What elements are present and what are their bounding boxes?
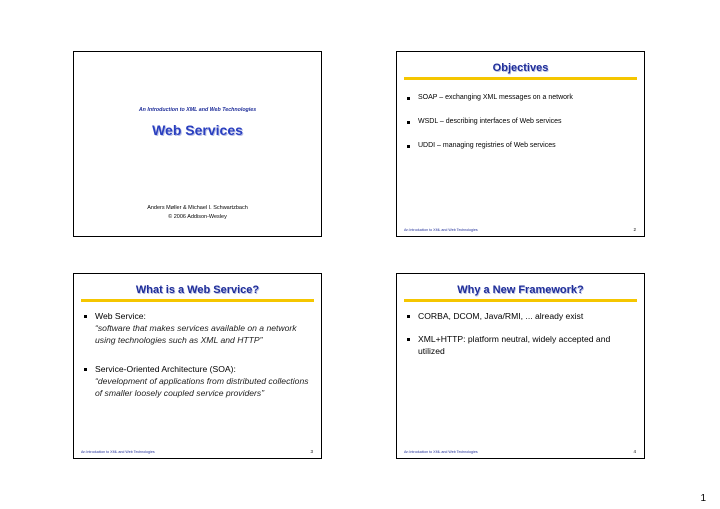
bullet-square-icon <box>84 368 87 371</box>
bullet-item: UDDI – managing registries of Web services <box>407 142 636 149</box>
bullet-square-icon <box>407 338 410 341</box>
slide-title: What is a Web Service? <box>135 284 260 296</box>
series-title: An Introduction to XML and Web Technologies <box>138 107 257 113</box>
slide-footer: An Introduction to XML and Web Technologies <box>81 450 155 454</box>
copyright: © 2006 Addison-Wesley <box>168 214 227 220</box>
bullet-square-icon <box>407 97 410 100</box>
bullet-square-icon <box>407 121 410 124</box>
slide-number: 2 <box>633 227 636 232</box>
slide-footer: An Introduction to XML and Web Technologies <box>404 450 478 454</box>
slide-number: 4 <box>633 449 636 454</box>
definition-quote: “software that makes services available on a network using technologies such as XML and HTTP” <box>95 323 297 345</box>
title-underline-bar <box>81 299 314 302</box>
bullet-square-icon <box>84 315 87 318</box>
bullet-square-icon <box>407 145 410 148</box>
bullet-item: WSDL – describing interfaces of Web services <box>407 118 636 125</box>
slide-title: Objectives <box>492 62 549 74</box>
title-underline-bar <box>404 77 637 80</box>
bullet-item: SOAP – exchanging XML messages on a network <box>407 94 636 101</box>
bullet-square-icon <box>407 315 410 318</box>
slide-title: Why a New Framework? <box>457 284 584 296</box>
bullet-item: XML+HTTP: platform neutral, widely accepted and utilized <box>407 333 636 357</box>
authors: Anders Møller & Michael I. Schwartzbach <box>147 205 248 211</box>
definition-quote: “development of applications from distributed collections of smaller loosely coupled service providers” <box>95 376 309 398</box>
slide-4-why-new-framework <box>396 273 645 459</box>
slide-2-objectives <box>396 51 645 237</box>
bullet-list <box>407 94 636 166</box>
bullet-item: Service-Oriented Architecture (SOA): “development of applications from distributed collections of smaller loosely coupled service providers” <box>84 363 313 399</box>
slide-number: 3 <box>310 449 313 454</box>
presentation-title: Web Services <box>152 122 243 138</box>
bullet-item: CORBA, DCOM, Java/RMI, ... already exist <box>407 310 636 322</box>
title-underline-bar <box>404 299 637 302</box>
slide-1-title <box>73 51 322 237</box>
slide-footer: An Introduction to XML and Web Technologies <box>404 228 478 232</box>
bullet-item: Web Service: “software that makes services available on a network using technologies such as XML and HTTP” <box>84 310 313 346</box>
slide-3-what-is-web-service <box>73 273 322 459</box>
bullet-list <box>407 310 636 357</box>
page-number: 1 <box>700 493 706 504</box>
bullet-list <box>84 310 313 399</box>
